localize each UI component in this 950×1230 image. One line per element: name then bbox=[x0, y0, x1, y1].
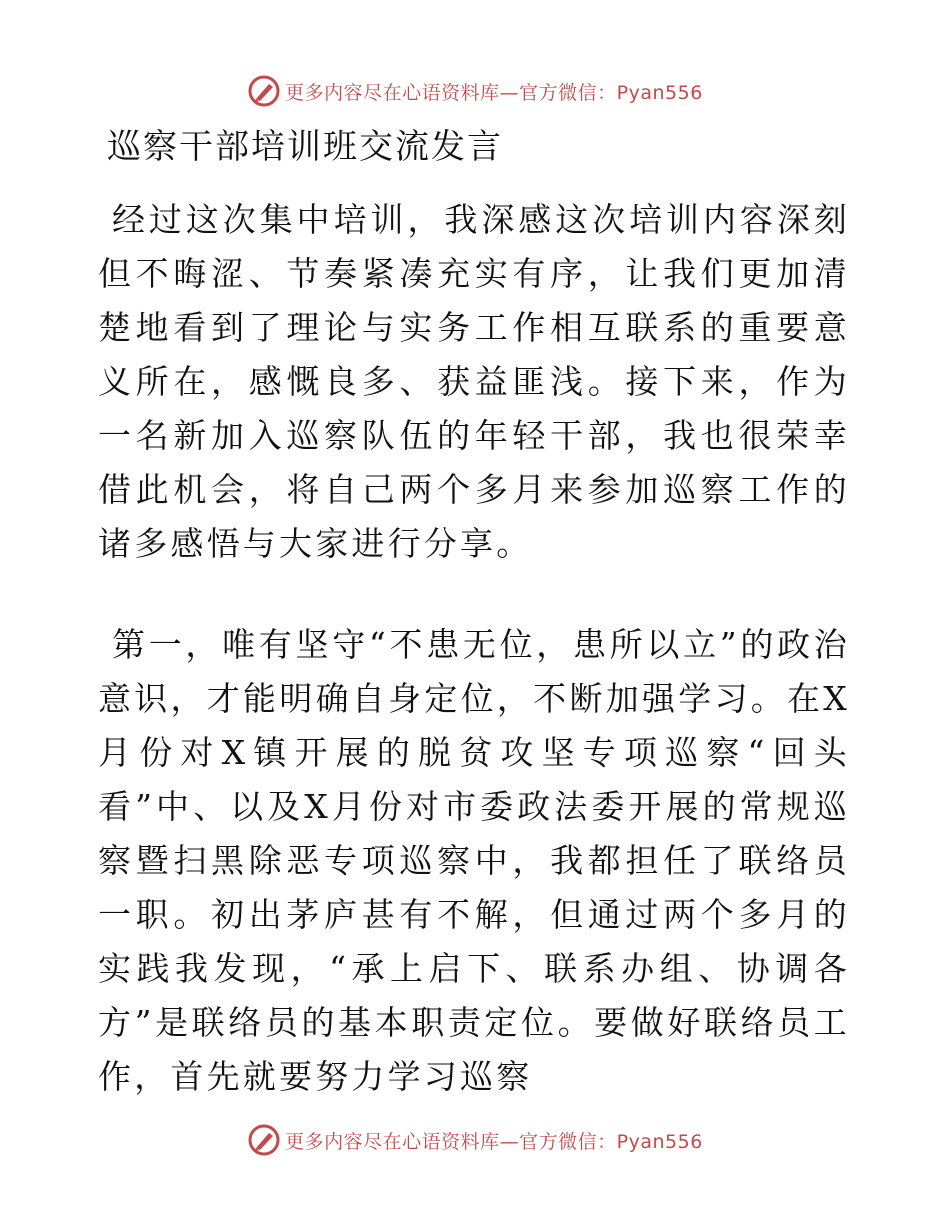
paragraph-1: 经过这次集中培训，我深感这次培训内容深刻但不晦涩、节奏紧凑充实有序，让我们更加清楚地看到了理论与实务工作相互联系的重要意义所在，感慨良多、获益匪浅。接下来，作为一名新加入巡察队伍的年轻干部，我也很荣幸借此机会，将自己两个多月来参加巡察工作的诸多感悟与大家进行分享。 bbox=[98, 200, 850, 563]
watermark-text: 更多内容尽在心语资料库—官方微信：Pyan556 bbox=[285, 1130, 703, 1153]
watermark-text: 更多内容尽在心语资料库—官方微信：Pyan556 bbox=[285, 81, 703, 104]
watermark-header bbox=[0, 71, 950, 111]
pen-logo-icon bbox=[247, 74, 281, 108]
pen-logo-icon bbox=[247, 1123, 281, 1157]
watermark-footer bbox=[0, 1120, 950, 1160]
page-title: 巡察干部培训班交流发言 bbox=[107, 127, 503, 167]
paragraph-2: 第一，唯有坚守“不患无位，患所以立”的政治意识，才能明确自身定位，不断加强学习。在X月份对X镇开展的脱贫攻坚专项巡察“回头看”中、以及X月份对市委政法委开展的常规巡察暨扫黑除恶专项巡察中，我都担任了联络员一职。初出茅庐甚有不解，但通过两个多月的实践我发现，“承上启下、联系办组、协调各方”是联络员的基本职责定位。要做好联络员工作，首先就要努力学习巡察 bbox=[98, 625, 850, 1096]
